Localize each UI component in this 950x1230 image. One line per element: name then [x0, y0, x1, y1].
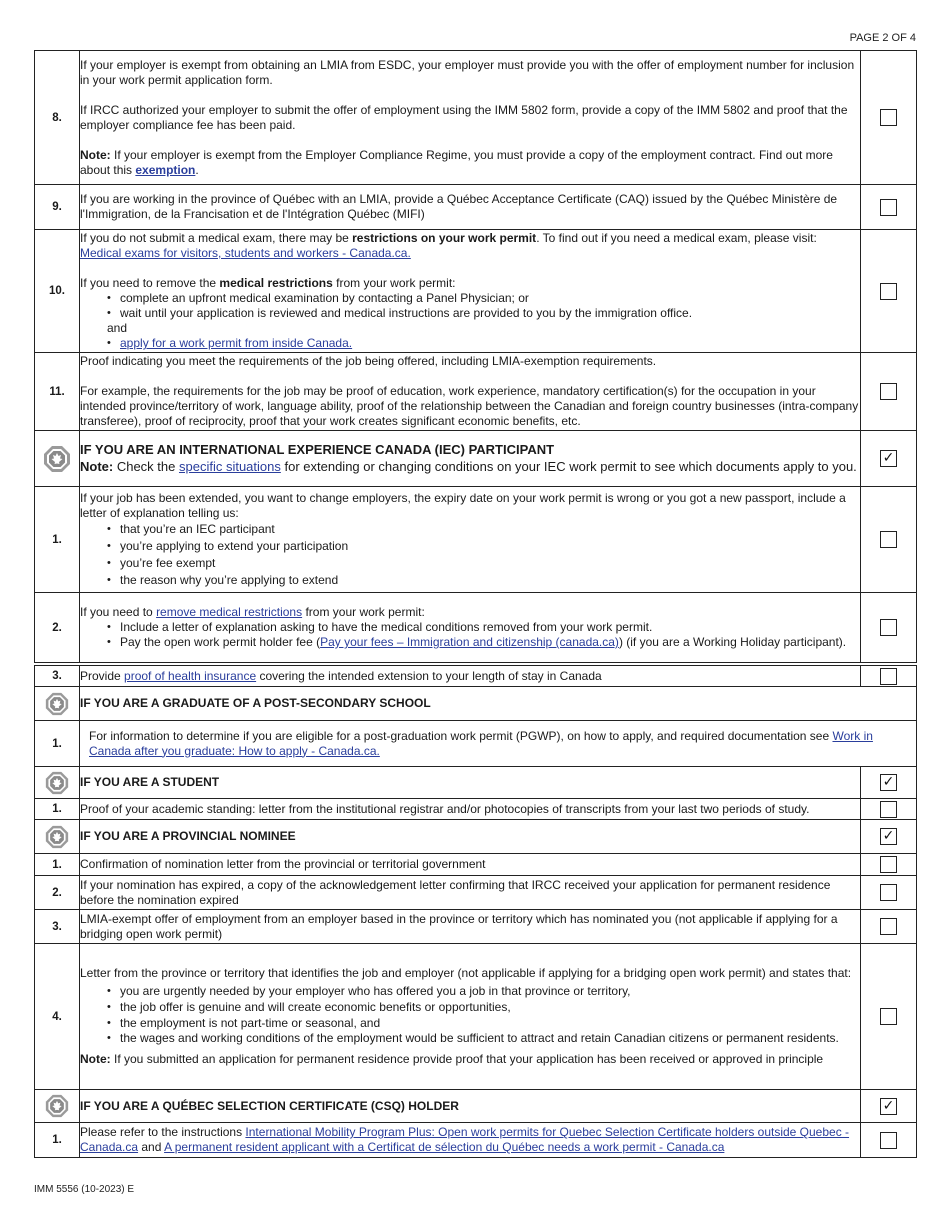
text: For information to determine if you are eligible for a post-graduation work permit (PGWP), on how to apply, and required documentation see: [89, 728, 833, 743]
iec-row-2-checkbox-cell: [861, 593, 917, 663]
list-item: • you’re applying to extend your participation: [107, 538, 860, 555]
nominee-row-4-content: [80, 944, 861, 1090]
row-8-checkbox[interactable]: [880, 109, 897, 126]
list-item: • you’re fee exempt: [107, 555, 860, 572]
text: from your work permit:: [302, 605, 425, 619]
bold-text: medical restrictions: [219, 276, 333, 290]
section-title: IF YOU ARE A GRADUATE OF A POST-SECONDARY SCHOOL: [80, 687, 917, 721]
list-item: • Include a letter of explanation asking to have the medical conditions removed from your work permit.: [107, 620, 860, 635]
table-row: [35, 487, 917, 593]
imp-plus-open-work-permits-link[interactable]: International Mobility Program Plus: Open work permits for Quebec Selection Certificate holders outside Quebec - Canada.ca: [80, 1125, 850, 1154]
nominee-row-4-checkbox[interactable]: [880, 1008, 897, 1025]
page-number: PAGE 2 OF 4: [849, 32, 916, 44]
checklist-table-lower: [34, 665, 917, 1158]
note-label: Note:: [80, 459, 114, 474]
csq-checkbox-cell: [861, 1090, 917, 1123]
text: Provide: [80, 668, 125, 683]
table-row: [35, 666, 917, 687]
section-header-nominee: [35, 820, 917, 854]
row-number: 2.: [35, 593, 80, 663]
iec-checkbox[interactable]: ✓: [880, 450, 897, 467]
row-10-checkbox[interactable]: [880, 283, 897, 300]
row-8-checkbox-cell: [861, 51, 917, 185]
maple-seal-icon: [43, 445, 71, 473]
row-9-checkbox[interactable]: [880, 199, 897, 216]
remove-medical-restrictions-link[interactable]: remove medical restrictions: [156, 605, 303, 619]
table-row: [35, 876, 917, 910]
text: Please refer to the instructions: [80, 1125, 246, 1139]
table-row: [35, 799, 917, 820]
table-row: [35, 593, 917, 663]
iec-row-3-content: [80, 666, 861, 687]
student-row-1-checkbox-cell: [861, 799, 917, 820]
text: If you need to remove the: [80, 276, 220, 290]
nominee-row-2-checkbox[interactable]: [880, 884, 897, 901]
iec-row-1-content: [80, 487, 861, 593]
list-item: • the reason why you’re applying to extend: [107, 572, 860, 589]
row-number: 4.: [35, 944, 80, 1090]
nominee-row-3-checkbox-cell: [861, 910, 917, 944]
iec-row-1-bullet-list: [80, 521, 860, 589]
csq-checkbox[interactable]: ✓: [880, 1098, 897, 1115]
list-item: • the wages and working conditions of the employment would be sufficient to attract and retain Canadian citizens or permanent residents.: [107, 1031, 860, 1046]
list-item: [107, 635, 860, 650]
list-item: • complete an upfront medical examination by contacting a Panel Physician; or: [107, 291, 860, 306]
nominee-row-2-text: If your nomination has expired, a copy of the acknowledgement letter confirming that IRCC received your application for permanent residence before the nomination expired: [80, 876, 861, 910]
table-row: [35, 353, 917, 431]
list-item: [107, 336, 860, 351]
row-11-checkbox[interactable]: [880, 383, 897, 400]
maple-seal-icon: [45, 771, 69, 795]
student-row-1-checkbox[interactable]: [880, 801, 897, 818]
maple-seal-icon: [45, 1094, 69, 1118]
section-title: IF YOU ARE AN INTERNATIONAL EXPERIENCE CANADA (IEC) PARTICIPANT: [80, 442, 555, 457]
nominee-checkbox-cell: [861, 820, 917, 854]
checklist-table-upper: [34, 50, 917, 663]
iec-row-1-text: If your job has been extended, you want to change employers, the expiry date on your work permit is wrong or you got a new passport, include a letter of explanation telling us:: [80, 490, 846, 520]
note-text: If you submitted an application for permanent residence provide proof that your application has been received or approved in principle: [110, 1052, 824, 1066]
list-item: • the employment is not part-time or seasonal, and: [107, 1015, 860, 1031]
row-10-paragraph-1: [80, 231, 860, 261]
text: covering the intended extension to your length of stay in Canada: [256, 668, 602, 683]
nominee-row-3-text: LMIA-exempt offer of employment from an employer based in the province or territory which has nominated you (not applicable if applying for a bridging open work permit): [80, 910, 861, 944]
row-10-checkbox-cell: [861, 230, 917, 353]
row-number: 8.: [35, 51, 80, 185]
csq-row-1-content: [80, 1123, 861, 1158]
iec-row-3-checkbox[interactable]: [880, 668, 897, 685]
student-checkbox-cell: [861, 767, 917, 799]
note-text: If your employer is exempt from the Employer Compliance Regime, you must provide a copy of the employment contract. Find out more about this: [80, 147, 833, 177]
iec-row-1-checkbox-cell: [861, 487, 917, 593]
section-icon-cell: [35, 431, 80, 487]
bold-text: restrictions on your work permit: [352, 231, 537, 245]
graduate-row-1-content: [80, 721, 917, 767]
row-9-checkbox-cell: [861, 185, 917, 230]
row-number: 3.: [35, 666, 80, 687]
table-row: [35, 721, 917, 767]
note-label: Note:: [80, 1052, 111, 1066]
maple-seal-icon: [45, 692, 69, 716]
nominee-row-1-checkbox-cell: [861, 854, 917, 876]
row-11-paragraph-2: For example, the requirements for the job may be proof of education, work experience, mandatory certification(s) for the occupation in your intended province/territory of work, language ability, proof of the relationship between the Canadian and foreign country businesses (intra-company transferee), proof of reciprocity, proof that your work creates significant economic benefits, etc.: [80, 384, 859, 428]
note-label: Note:: [80, 147, 111, 162]
text: If you do not submit a medical exam, there may be: [80, 231, 353, 245]
list-item: • wait until your application is reviewed and medical instructions are provided to you by the immigration office.: [107, 306, 860, 321]
student-checkbox[interactable]: ✓: [880, 774, 897, 791]
row-number: 1.: [35, 854, 80, 876]
nominee-row-1-checkbox[interactable]: [880, 856, 897, 873]
row-11-paragraph-1: Proof indicating you meet the requirements of the job being offered, including LMIA-exemption requirements.: [80, 354, 657, 368]
pay-your-fees-link[interactable]: Pay your fees – Immigration and citizenship (canada.ca): [320, 635, 619, 649]
section-icon-cell: [35, 820, 80, 854]
list-item: • the job offer is genuine and will create economic benefits or opportunities,: [107, 999, 860, 1015]
text: . To find out if you need a medical exam, please visit:: [536, 231, 817, 245]
row-10-content: [80, 230, 861, 353]
exemption-link[interactable]: exemption: [135, 162, 196, 177]
row-10-link-list: [80, 336, 860, 351]
row-number: 11.: [35, 353, 80, 431]
text: ) (if you are a Working Holiday participant).: [618, 635, 847, 649]
row-number: 9.: [35, 185, 80, 230]
note-end: .: [195, 162, 199, 177]
iec-checkbox-cell: [861, 431, 917, 487]
text: If you need to: [80, 605, 157, 619]
row-10-bullet-list: [80, 291, 860, 321]
section-header-iec: [35, 431, 917, 487]
medical-exams-link[interactable]: Medical exams for visitors, students and workers - Canada.ca.: [80, 246, 411, 260]
nominee-row-4-note: [80, 1052, 860, 1067]
row-number: 1.: [35, 1123, 80, 1158]
row-number: 3.: [35, 910, 80, 944]
nominee-row-1-text: Confirmation of nomination letter from the provincial or territorial government: [80, 854, 861, 876]
table-row: [35, 51, 917, 185]
form-footer: IMM 5556 (10-2023) E: [34, 1184, 135, 1195]
row-11-content: [80, 353, 861, 431]
row-8-note: [80, 148, 860, 178]
row-number: 10.: [35, 230, 80, 353]
nominee-checkbox[interactable]: ✓: [880, 828, 897, 845]
row-11-checkbox-cell: [861, 353, 917, 431]
proof-of-health-insurance-link[interactable]: proof of health insurance: [124, 668, 257, 683]
maple-seal-icon: [45, 825, 69, 849]
table-row: [35, 944, 917, 1090]
list-item: • you are urgently needed by your employer who has offered you a job in that province or territory,: [107, 983, 860, 999]
row-8-content: [80, 51, 861, 185]
section-header-student: [35, 767, 917, 799]
iec-row-1-checkbox[interactable]: [880, 531, 897, 548]
nominee-row-4-bullet-list: [80, 983, 860, 1046]
iec-row-2-checkbox[interactable]: [880, 619, 897, 636]
row-number: 1.: [35, 721, 80, 767]
row-8-paragraph-1: If your employer is exempt from obtaining an LMIA from ESDC, your employer must provide you with the offer of employment number for inclusion in your work permit application form.: [80, 57, 855, 87]
row-number: 1.: [35, 487, 80, 593]
apply-inside-canada-link[interactable]: apply for a work permit from inside Canada.: [120, 336, 353, 350]
nominee-row-3-checkbox[interactable]: [880, 918, 897, 935]
iec-row-2-content: [80, 593, 861, 663]
section-header-graduate: [35, 687, 917, 721]
text: and: [138, 1140, 165, 1154]
section-icon-cell: [35, 767, 80, 799]
section-title: IF YOU ARE A PROVINCIAL NOMINEE: [80, 820, 861, 854]
nominee-row-4-text: Letter from the province or territory that identifies the job and employer (not applicable if applying for a bridging open work permit) and states that:: [80, 966, 852, 980]
section-title: IF YOU ARE A QUÉBEC SELECTION CERTIFICATE (CSQ) HOLDER: [80, 1090, 861, 1123]
nominee-row-4-checkbox-cell: [861, 944, 917, 1090]
section-icon-cell: [35, 687, 80, 721]
iec-row-2-bullet-list: [80, 620, 860, 650]
row-9-text: If you are working in the province of Québec with an LMIA, provide a Québec Acceptance Certificate (CAQ) issued by the Québec Ministère de l'Immigration, de la Francisation et de l'Intégration Québec (MIFI): [80, 185, 861, 230]
iec-row-3-checkbox-cell: [861, 666, 917, 687]
student-row-1-text: Proof of your academic standing: letter from the institutional registrar and/or photocopies of transcripts from your last two periods of study.: [80, 799, 861, 820]
iec-header-content: [80, 431, 861, 487]
text: Check the: [113, 459, 179, 474]
row-number: 2.: [35, 876, 80, 910]
section-icon-cell: [35, 1090, 80, 1123]
text: from your work permit:: [332, 276, 456, 290]
specific-situations-link[interactable]: specific situations: [178, 459, 281, 474]
iec-note: [80, 458, 860, 475]
table-row: [35, 230, 917, 353]
iec-row-2-text: [80, 605, 860, 620]
csq-row-1-checkbox-cell: [861, 1123, 917, 1158]
row-10-paragraph-2: [80, 276, 860, 291]
section-title: IF YOU ARE A STUDENT: [80, 767, 861, 799]
csq-row-1-checkbox[interactable]: [880, 1132, 897, 1149]
list-item: • that you’re an IEC participant: [107, 521, 860, 538]
table-row: [35, 854, 917, 876]
table-row: [35, 185, 917, 230]
csq-work-permit-link[interactable]: A permanent resident applicant with a Certificat de sélection du Québec needs a work permit - Canada.ca: [164, 1140, 725, 1154]
nominee-row-2-checkbox-cell: [861, 876, 917, 910]
table-row: [35, 910, 917, 944]
section-header-csq: [35, 1090, 917, 1123]
row-number: 1.: [35, 799, 80, 820]
text: Pay the open work permit holder fee (: [120, 635, 321, 649]
row-8-paragraph-2: If IRCC authorized your employer to submit the offer of employment using the IMM 5802 form, provide a copy of the IMM 5802 and proof that the employer compliance fee has been paid.: [80, 102, 848, 132]
table-row: [35, 1123, 917, 1158]
text: for extending or changing conditions on your IEC work permit to see which documents apply to you.: [280, 459, 857, 474]
and-text: and: [107, 321, 128, 335]
work-in-canada-after-graduate-link[interactable]: Work in Canada after you graduate: How to apply - Canada.ca.: [89, 728, 873, 758]
